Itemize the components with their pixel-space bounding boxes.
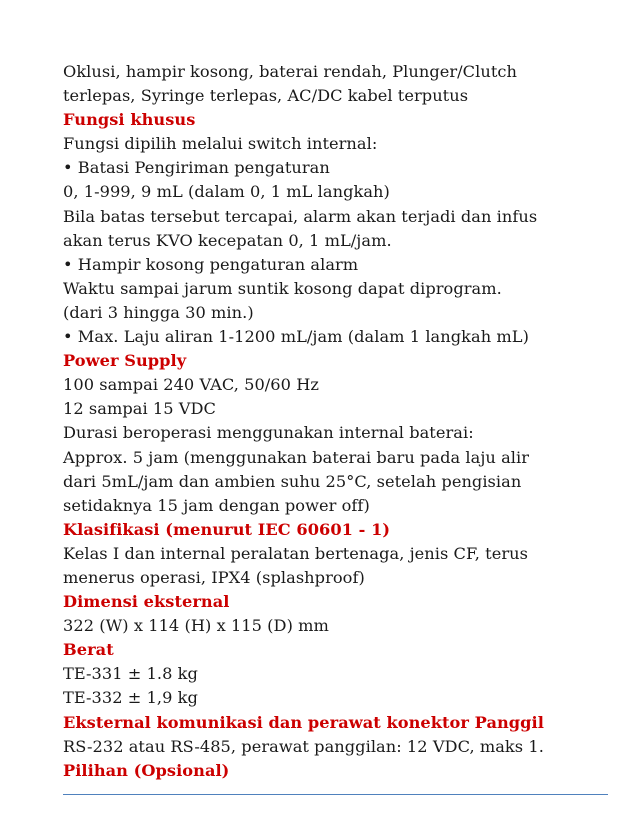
bullet-line: • Max. Laju aliran 1-1200 mL/jam (dalam 1 langkah mL) — [63, 327, 529, 347]
body-line: setidaknya 15 jam dengan power off) — [63, 495, 370, 515]
bullet-line: • Batasi Pengiriman pengaturan — [63, 158, 330, 178]
section-heading: Dimensi eksternal — [63, 592, 230, 612]
body-line: 0, 1-999, 9 mL (dalam 0, 1 mL langkah) — [63, 182, 390, 202]
section-heading: Pilihan (Opsional) — [63, 760, 230, 780]
body-line: Fungsi dipilih melalui switch internal: — [63, 134, 378, 154]
body-line: Kelas I dan internal peralatan bertenaga, jenis CF, terus — [63, 543, 528, 563]
body-line: 322 (W) x 114 (H) x 115 (D) mm — [63, 616, 329, 636]
body-line: akan terus KVO kecepatan 0, 1 mL/jam. — [63, 230, 392, 250]
body-line: TE-331 ± 1.8 kg — [63, 664, 198, 684]
body-line: 12 sampai 15 VDC — [63, 399, 216, 419]
body-line: TE-332 ± 1,9 kg — [63, 688, 198, 708]
body-line: (dari 3 hingga 30 min.) — [63, 302, 254, 322]
section-heading: Eksternal komunikasi dan perawat konektor Panggil — [63, 712, 544, 732]
body-line: 100 sampai 240 VAC, 50/60 Hz — [63, 375, 319, 395]
body-line: terlepas, Syringe terlepas, AC/DC kabel terputus — [63, 86, 469, 106]
page-footer-rule — [63, 794, 608, 795]
section-heading: Klasifikasi (menurut IEC 60601 - 1) — [63, 519, 391, 539]
section-heading: Power Supply — [63, 351, 187, 371]
body-line: Oklusi, hampir kosong, baterai rendah, Plunger/Clutch — [63, 62, 517, 81]
section-heading: Berat — [63, 640, 114, 660]
body-line: Durasi beroperasi menggunakan internal baterai: — [63, 423, 474, 443]
body-line: Bila batas tersebut tercapai, alarm akan terjadi dan infus — [63, 206, 538, 226]
body-line: RS-232 atau RS-485, perawat panggilan: 12 VDC, maks 1. — [63, 736, 544, 756]
bullet-line: • Hampir kosong pengaturan alarm — [63, 254, 359, 274]
body-line: menerus operasi, IPX4 (splashproof) — [63, 567, 365, 587]
section-heading: Fungsi khusus — [63, 110, 196, 130]
body-line: dari 5mL/jam dan ambien suhu 25°C, setelah pengisian — [63, 471, 522, 491]
body-line: Waktu sampai jarum suntik kosong dapat diprogram. — [63, 278, 502, 298]
body-line: Approx. 5 jam (menggunakan baterai baru pada laju alir — [63, 447, 530, 467]
document-body — [63, 60, 608, 783]
